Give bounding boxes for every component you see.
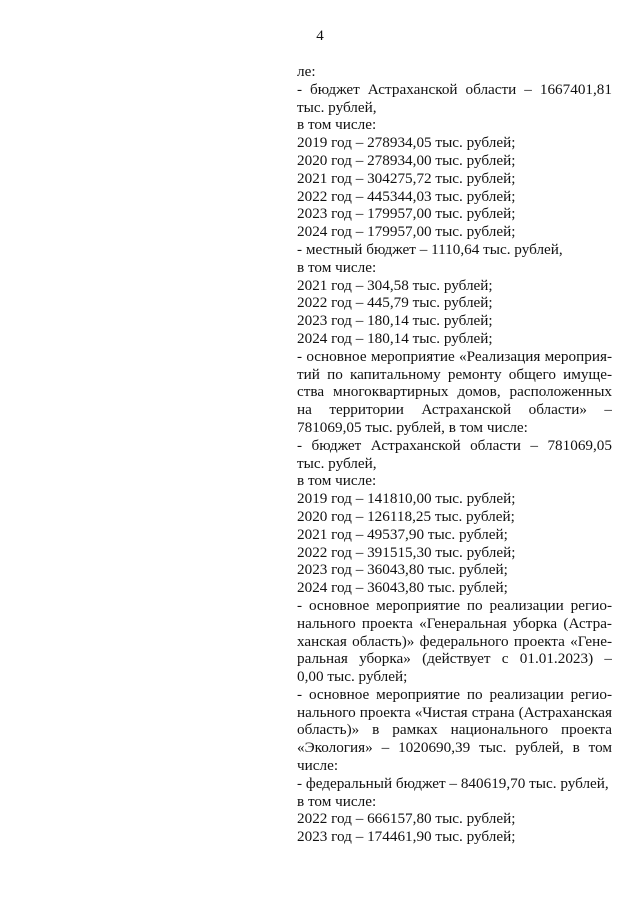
text-line: область)» в рамках национального проекта [297,721,612,739]
text-line: на территории Астраханской области» – [297,401,612,419]
text-line: 2023 год – 180,14 тыс. рублей; [297,312,493,330]
text-line: 2023 год – 179957,00 тыс. рублей; [297,205,516,223]
text-line: 2023 год – 174461,90 тыс. рублей; [297,828,516,846]
text-line: 2020 год – 126118,25 тыс. рублей; [297,507,515,525]
text-line: - местный бюджет – 1110,64 тыс. рублей, [297,240,563,258]
text-line: тий по капитальному ремонту общего имуще- [297,365,612,383]
text-line: 2021 год – 49537,90 тыс. рублей; [297,525,508,543]
text-line: в том числе: [297,116,377,134]
text-line: 2019 год – 141810,00 тыс. рублей; [297,490,516,508]
text-line: 2022 год – 391515,30 тыс. рублей; [297,543,516,561]
text-line: ханская область)» федерального проекта «Гене- [297,632,612,650]
text-line: 2022 год – 666157,80 тыс. рублей; [297,810,516,828]
text-line: в том числе: [297,792,377,810]
text-line: числе: [297,757,339,775]
text-line: - бюджет Астраханской области – 1667401,81 [297,80,612,98]
text-line: 2022 год – 445,79 тыс. рублей; [297,294,493,312]
text-line: 2019 год – 278934,05 тыс. рублей; [297,134,516,152]
text-line: 2020 год – 278934,00 тыс. рублей; [297,151,516,169]
text-line: 2024 год – 179957,00 тыс. рублей; [297,223,516,241]
text-line: ральная уборка» (действует с 01.01.2023) – [297,650,612,668]
text-line: «Экология» – 1020690,39 тыс. рублей, в том [297,739,612,757]
text-line: нального проекта «Чистая страна (Астраханская [297,703,612,721]
text-line: 2022 год – 445344,03 тыс. рублей; [297,187,516,205]
page-number: 4 [316,28,324,44]
text-line: тыс. рублей, [297,98,377,116]
text-line: 781069,05 тыс. рублей, в том числе: [297,418,528,436]
text-line: - основное мероприятие «Реализация мероприя- [297,347,612,365]
text-line: в том числе: [297,472,377,490]
text-line: - основное мероприятие по реализации регио- [297,685,612,703]
text-line: 2021 год – 304275,72 тыс. рублей; [297,169,516,187]
text-line: ства многоквартирных домов, расположенных [297,383,612,401]
text-line: ле: [297,63,316,80]
text-line: 2024 год – 36043,80 тыс. рублей; [297,579,508,597]
text-line: в том числе: [297,258,377,276]
text-line: нального проекта «Генеральная уборка (Астра- [297,614,612,632]
text-line: 2021 год – 304,58 тыс. рублей; [297,276,493,294]
text-line: 2023 год – 36043,80 тыс. рублей; [297,561,508,579]
text-line: - федеральный бюджет – 840619,70 тыс. рублей, [297,774,609,792]
text-line: 2024 год – 180,14 тыс. рублей; [297,329,493,347]
text-line: - бюджет Астраханской области – 781069,05 [297,436,612,454]
document-body [297,63,612,846]
text-line: - основное мероприятие по реализации регио- [297,596,612,614]
text-line: тыс. рублей, [297,454,377,472]
text-line: 0,00 тыс. рублей; [297,668,408,686]
